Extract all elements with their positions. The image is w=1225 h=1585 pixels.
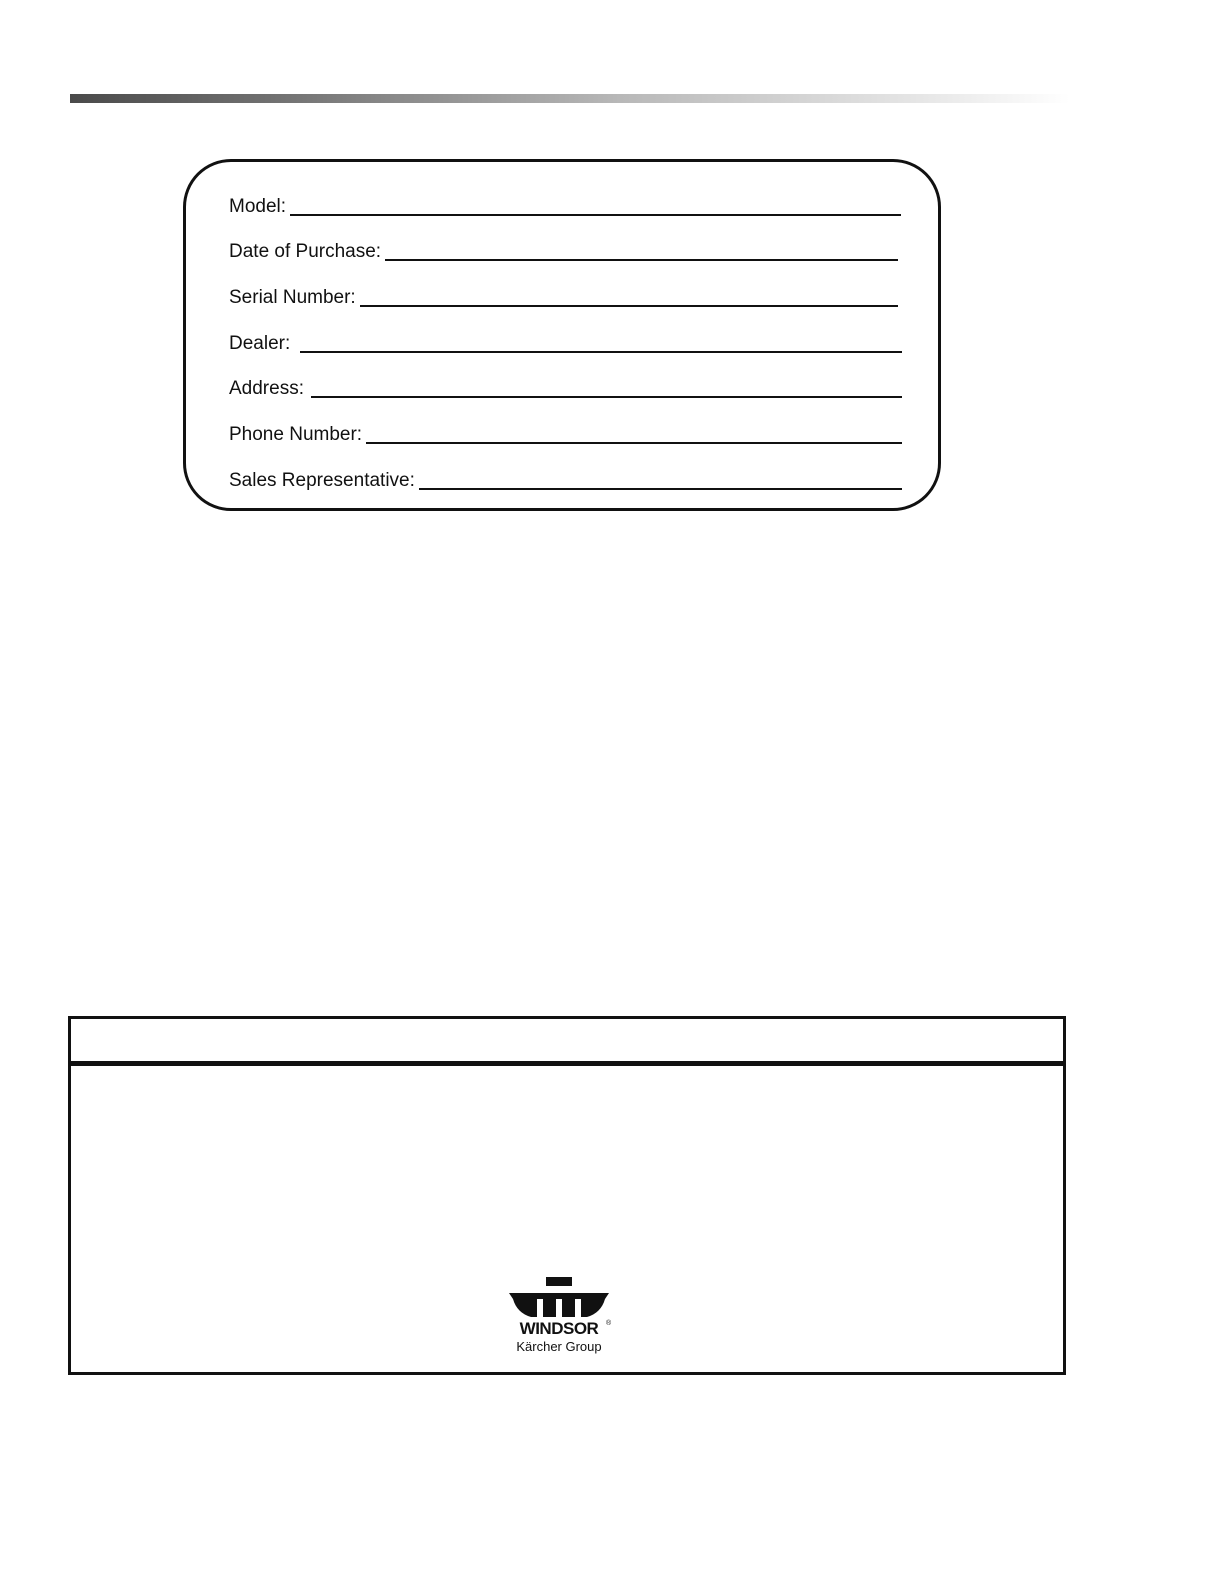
address-label: Address: — [229, 378, 304, 399]
bottom-framed-box — [68, 1016, 1066, 1375]
windsor-emblem-icon — [507, 1277, 611, 1321]
ownership-record-card — [183, 159, 941, 511]
sales-representative-fill-line[interactable] — [419, 488, 902, 490]
date-of-purchase-field-row — [229, 235, 898, 263]
phone-number-fill-line[interactable] — [366, 442, 902, 444]
date-of-purchase-label: Date of Purchase: — [229, 241, 382, 262]
serial-number-label: Serial Number: — [229, 287, 356, 308]
serial-number-field-row — [229, 281, 898, 309]
address-fill-line[interactable] — [311, 396, 902, 398]
model-fill-line[interactable] — [290, 214, 901, 216]
model-label: Model: — [229, 196, 287, 217]
logo-subtitle: Kärcher Group — [516, 1339, 602, 1354]
serial-number-fill-line[interactable] — [360, 305, 898, 307]
sales-representative-label: Sales Representative: — [229, 470, 415, 491]
bottom-box-divider — [71, 1061, 1063, 1066]
dealer-field-row — [229, 327, 902, 355]
dealer-fill-line[interactable] — [300, 351, 902, 353]
phone-number-label: Phone Number: — [229, 424, 363, 445]
header-gradient-rule — [70, 94, 1070, 103]
dealer-label: Dealer: — [229, 333, 291, 354]
phone-number-field-row — [229, 418, 902, 446]
logo-wordmark: WINDSOR — [519, 1319, 599, 1338]
windsor-logo — [507, 1277, 615, 1359]
logo-registered-mark: ® — [606, 1320, 612, 1327]
date-of-purchase-fill-line[interactable] — [385, 259, 898, 261]
address-field-row — [229, 372, 902, 400]
model-field-row — [229, 190, 901, 218]
sales-representative-field-row — [229, 464, 902, 492]
